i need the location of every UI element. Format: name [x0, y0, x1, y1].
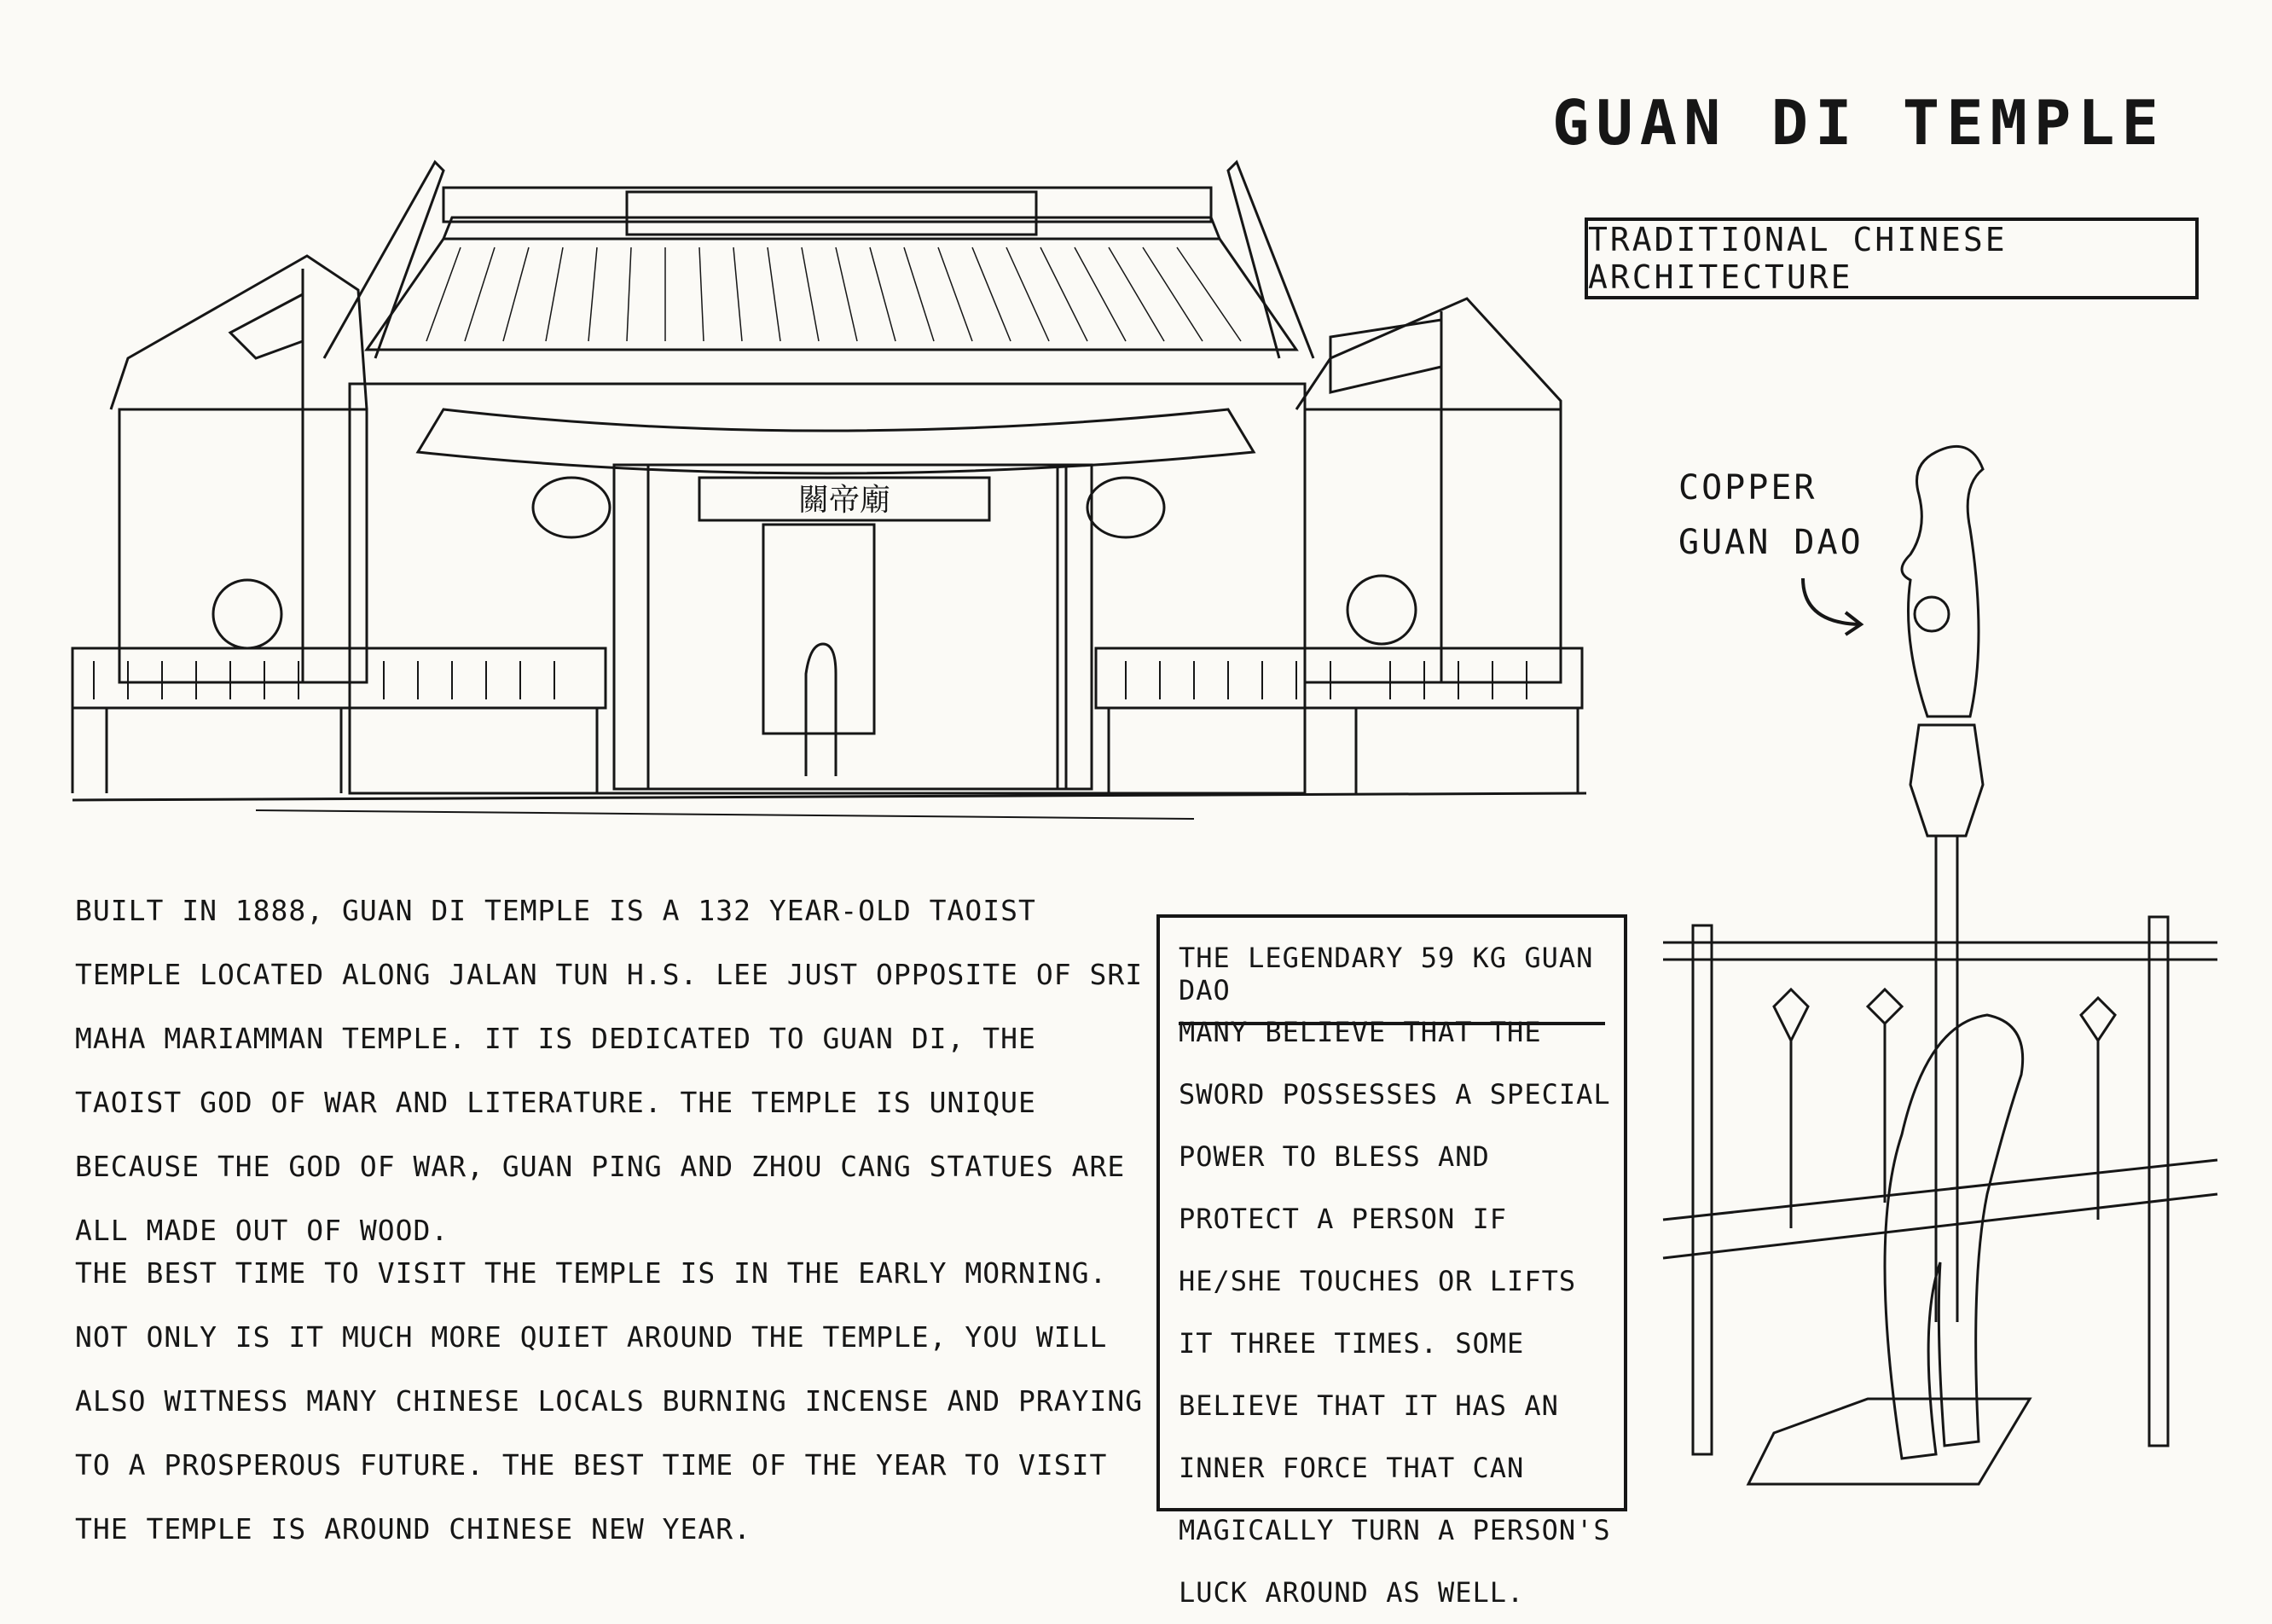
copper-label-line1: COPPER — [1678, 468, 1817, 508]
temple-illustration — [0, 0, 1603, 853]
subtitle: TRADITIONAL CHINESE ARCHITECTURE — [1588, 221, 2008, 296]
visit-paragraph: THE BEST TIME TO VISIT THE TEMPLE IS IN THE EARLY MORNING. NOT ONLY IS IT MUCH MORE QUIET AROUND THE TEMPLE, YOU WILL ALSO WITNESS MANY CHINESE LOCALS BURNING INCENSE AND PRAYING TO A PROSPEROUS FUTURE. THE BEST TIME OF THE YEAR TO VISIT THE TEMPLE IS AROUND CHINESE NEW YEAR. — [75, 1256, 1144, 1546]
temple-sign: 關帝廟 — [797, 483, 891, 518]
legend-title: THE LEGENDARY 59 KG GUAN DAO — [1179, 942, 1605, 1025]
subtitle-box — [1585, 218, 2199, 299]
copper-guan-dao-label — [1678, 461, 1863, 570]
arrow-icon — [1791, 571, 1876, 648]
copper-label-line2: GUAN DAO — [1678, 523, 1863, 562]
page-title: GUAN DI TEMPLE — [1552, 87, 2165, 159]
legend-body: MANY BELIEVE THAT THE SWORD POSSESSES A SPECIAL POWER TO BLESS AND PROTECT A PERSON IF HE/SHE TOUCHES OR LIFTS IT THREE TIMES. SOME BELIEVE THAT IT HAS AN INNER FORCE THAT CAN MAGICALLY TURN A PERSON'S LUCK AROUND AS WELL. — [1179, 1016, 1611, 1609]
guan-dao-illustration — [1646, 426, 2243, 1501]
history-paragraph: BUILT IN 1888, GUAN DI TEMPLE IS A 132 YEAR-OLD TAOIST TEMPLE LOCATED ALONG JALAN TUN H.S. LEE JUST OPPOSITE OF SRI MAHA MARIAMMAN TEMPLE. IT IS DEDICATED TO GUAN DI, THE TAOIST GOD OF WAR AND LITERATURE. THE TEMPLE IS UNIQUE BECAUSE THE GOD OF WAR, GUAN PING AND ZHOU CANG STATUES ARE ALL MADE OUT OF WOOD. — [75, 894, 1144, 1247]
legend-box — [1156, 914, 1627, 1609]
